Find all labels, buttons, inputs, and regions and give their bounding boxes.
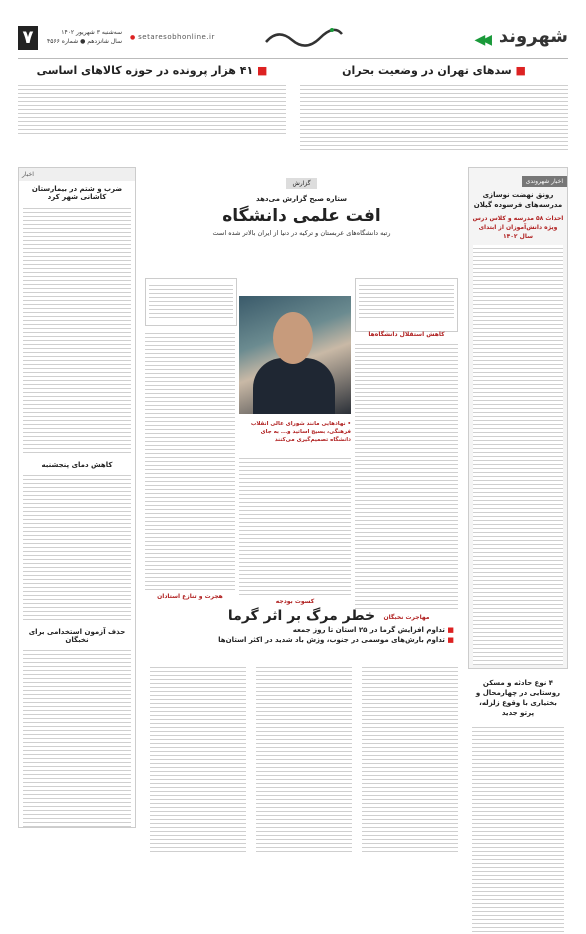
top-stories xyxy=(18,64,568,159)
story-dams xyxy=(300,64,568,152)
body-text xyxy=(23,472,131,622)
intro-box-2 xyxy=(145,278,237,326)
pre-title: ستاره صبح گزارش می‌دهد xyxy=(256,195,347,203)
article-col-1 xyxy=(355,328,458,624)
story-goods xyxy=(18,64,286,134)
newspaper-logo xyxy=(258,24,348,52)
body-text xyxy=(362,664,458,854)
headline-dams[interactable]: ■ سدهای تهران در وضعیت بحران xyxy=(342,64,526,77)
body-text xyxy=(355,341,458,611)
article-col-2 xyxy=(145,330,235,603)
subhead: کسوت بودجه xyxy=(275,598,315,605)
intro-box xyxy=(355,278,458,332)
site-url[interactable]: ● setaresobhonline.ir xyxy=(130,33,215,41)
column-tag: اخبار شهروندی xyxy=(522,176,567,187)
article-col-3 xyxy=(239,455,351,608)
heat-headline[interactable]: خطر مرگ بر اثر گرما xyxy=(227,608,376,624)
body-text xyxy=(23,205,131,455)
body-text xyxy=(472,724,564,934)
subhead: هجرت و تنازع استادان xyxy=(157,593,223,600)
heat-article xyxy=(145,608,458,858)
photo-caption: • نهادهایی مانند شورای عالی انقلاب فرهنگی، بسیج اساتید و... به جای دانشگاه تصمیم‌گیری می‌کنند xyxy=(250,421,351,443)
headline-temperature[interactable]: کاهش دمای پنجشنبه xyxy=(41,461,113,469)
body-text xyxy=(150,664,246,854)
heat-sub-2: ■ تداوم بارش‌های موسمی در جنوب، وزش باد شدید در اکثر استان‌ها xyxy=(218,636,454,644)
page-header xyxy=(18,22,568,59)
photo-suit xyxy=(253,358,335,414)
body-text xyxy=(145,330,235,590)
subhead: کاهش استقلال دانشگاه‌ها xyxy=(368,331,445,338)
article-photo xyxy=(239,296,351,414)
kicker: گزارش xyxy=(145,170,458,189)
main-headline[interactable]: افت علمی دانشگاه xyxy=(222,206,381,226)
section-title: شهروند xyxy=(498,26,568,47)
body-text xyxy=(256,664,352,854)
headline-schools[interactable]: رونق نهضت نوسازی مدرسه‌های فرسوده گیلان xyxy=(473,191,563,209)
issue-info xyxy=(42,28,122,46)
photo-face xyxy=(273,312,313,364)
briefs-column xyxy=(18,167,136,852)
body-text xyxy=(473,245,563,665)
body-text xyxy=(359,282,454,320)
body-text xyxy=(239,455,351,595)
news-column xyxy=(468,167,568,852)
column-tag: اخبار xyxy=(19,168,135,181)
headline-goods[interactable]: ■ ۴۱ هزار پرونده در حوزه کالاهای اساسی xyxy=(36,64,268,77)
headline-hospital[interactable]: ضرب و شتم در بیمارستان کاشانی شهر کرد xyxy=(31,185,123,201)
body-text xyxy=(23,647,131,827)
lead: رتبه دانشگاه‌های عربستان و ترکیه در دنیا از ایران بالاتر شده است xyxy=(212,229,391,237)
heat-columns xyxy=(145,664,458,858)
body-text xyxy=(300,82,568,152)
body-text xyxy=(149,282,233,320)
heat-sub-1: ■ تداوم افزایش گرما در ۲۵ استان تا روز جمعه xyxy=(292,626,454,634)
body-text xyxy=(18,82,286,134)
section-arrows-icon: ◀◀ xyxy=(474,32,488,48)
issue-line: سال شانزدهم ● شماره ۴۵۶۶ xyxy=(47,38,122,45)
subhead: مهاجرت نخبگان xyxy=(383,614,430,621)
page-number: ۷ xyxy=(18,26,38,50)
briefs-box xyxy=(18,167,136,828)
news-box xyxy=(468,167,568,669)
headline-rural[interactable]: ۴ نوع حادثه و مسکن روستایی در چهارمحال و بختیاری با وقوع زلزله، پرتو جدید xyxy=(475,679,561,717)
headline-elites[interactable]: حذف آزمون استخدامی برای نخبگان xyxy=(28,628,126,644)
subhead-schools: احداث ۵۸ مدرسه و کلاس درس ویژه دانش‌آموزان از ابتدای سال ۱۴۰۲ xyxy=(472,215,564,240)
date-line: سه‌شنبه ۳ شهریور ۱۴۰۲ xyxy=(61,29,122,36)
news-block-2 xyxy=(468,675,568,934)
